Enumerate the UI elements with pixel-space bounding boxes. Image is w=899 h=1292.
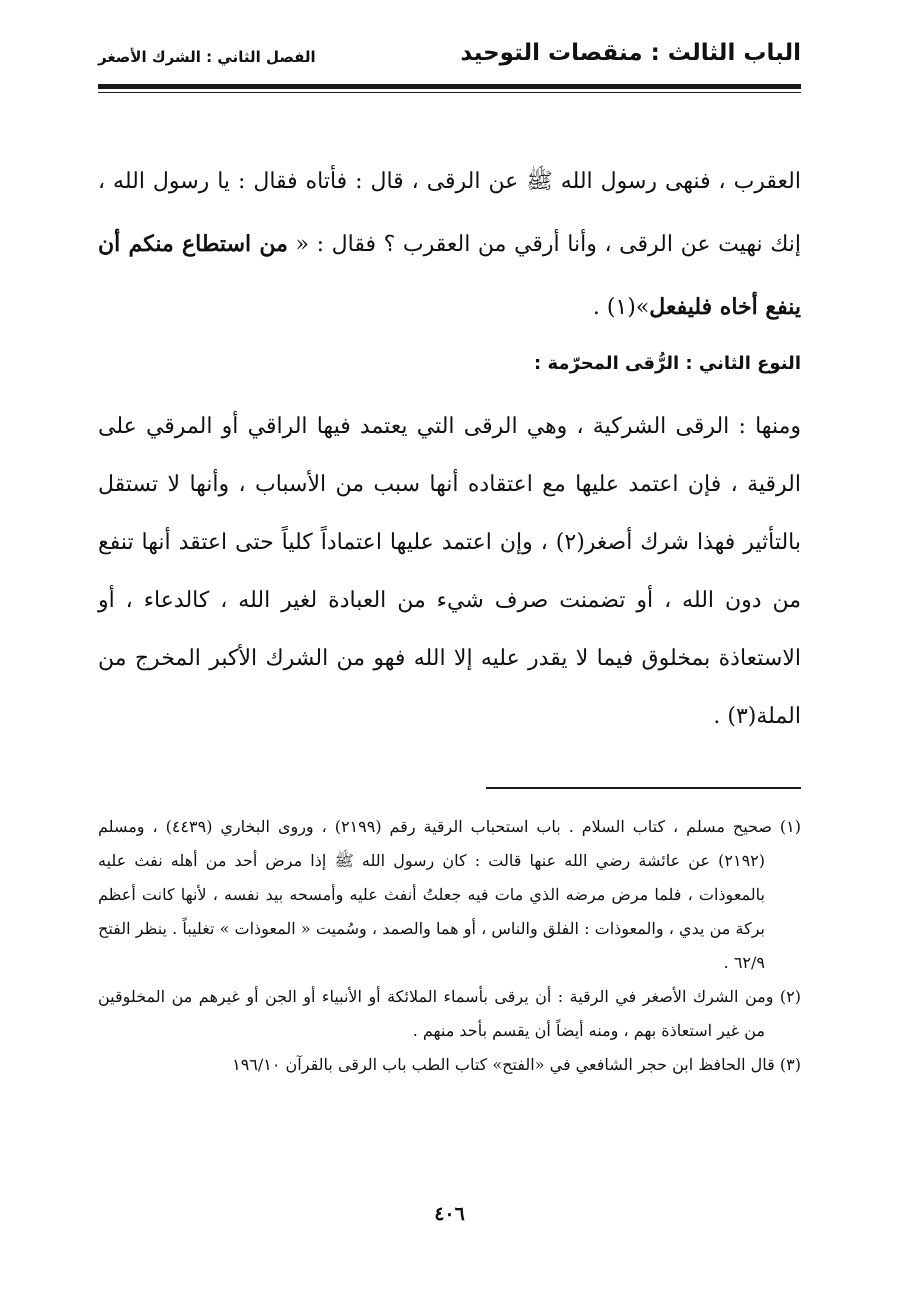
header-rule-thin — [98, 92, 801, 93]
main-text-bottom — [98, 398, 801, 746]
footnote-2: (٢) ومن الشرك الأصغر في الرقية : أن يرقى بأسماء الملائكة أو الأنبياء أو الجن أو غيرهم من المخلوقين من غير استعاذة بهم ، ومنه أيضاً أن يقسم بأحد منهم . — [98, 987, 801, 1040]
running-header — [98, 40, 801, 80]
chapter-title: الباب الثالث : منقصات التوحيد — [460, 40, 801, 66]
footnote-1: (١) صحيح مسلم ، كتاب السلام . باب استحباب الرقية رقم (٢١٩٩) ، وروى البخاري (٤٤٣٩) ، ومسلم (٢١٩٢) عن عائشة رضي الله عنها قالت : كان رسول الله ﷺ إذا مرض أحد من أهله نفث عليه بالمعوذات ، فلما مرض مرضه الذي مات فيه جعلتُ أنفث عليه وأمسحه بيد نفسه ، لأنها كانت أعظم بركة من يدي ، والمعوذات : الفلق والناس ، أو هما والصمد ، وسُميت « المعوذات » تغليباً . ينظر الفتح ٦٢/٩ . — [98, 817, 802, 972]
paragraph-1-text: العقرب ، فنهى رسول الله ﷺ عن الرقى ، قال : فأتاه فقال : يا رسول الله ، إنك نهيت عن الرقى ، وأنا أرقي من العقرب ؟ فقال : « — [98, 169, 801, 257]
hadith-quote: من استطاع منكم أن ينفع أخاه فليفعل — [98, 231, 801, 320]
page-number: ٤٠٦ — [434, 1203, 465, 1225]
footnote-separator — [486, 787, 801, 789]
main-text-top — [98, 150, 801, 339]
paragraph-1 — [98, 150, 801, 339]
paragraph-1-end: »(١) . — [592, 295, 650, 320]
paragraph-2: ومنها : الرقى الشركية ، وهي الرقى التي يعتمد فيها الراقي أو المرقي على الرقية ، فإن اعتمد عليها مع اعتقاده أنها سبب من الأسباب ، وأنها لا تستقل بالتأثير فهذا شرك أصغر(٢) ، وإن اعتمد عليها اعتماداً كلياً حتى اعتقد أنها تنفع من دون الله ، أو تضمنت صرف شيء من العبادة لغير الله ، كالدعاء ، أو الاستعاذة بمخلوق فيما لا يقدر عليه إلا الله فهو من الشرك الأكبر المخرج من الملة(٣) . — [98, 414, 801, 729]
section-heading: النوع الثاني : الرُّقى المحرّمة : — [534, 353, 801, 374]
header-rule-thick — [98, 84, 801, 89]
footnote-3: (٣) قال الحافظ ابن حجر الشافعي في «الفتح» كتاب الطب باب الرقى بالقرآن ١٩٦/١٠ — [232, 1055, 801, 1074]
footnotes — [98, 810, 801, 1082]
section-title: الفصل الثاني : الشرك الأصغر — [98, 48, 316, 66]
